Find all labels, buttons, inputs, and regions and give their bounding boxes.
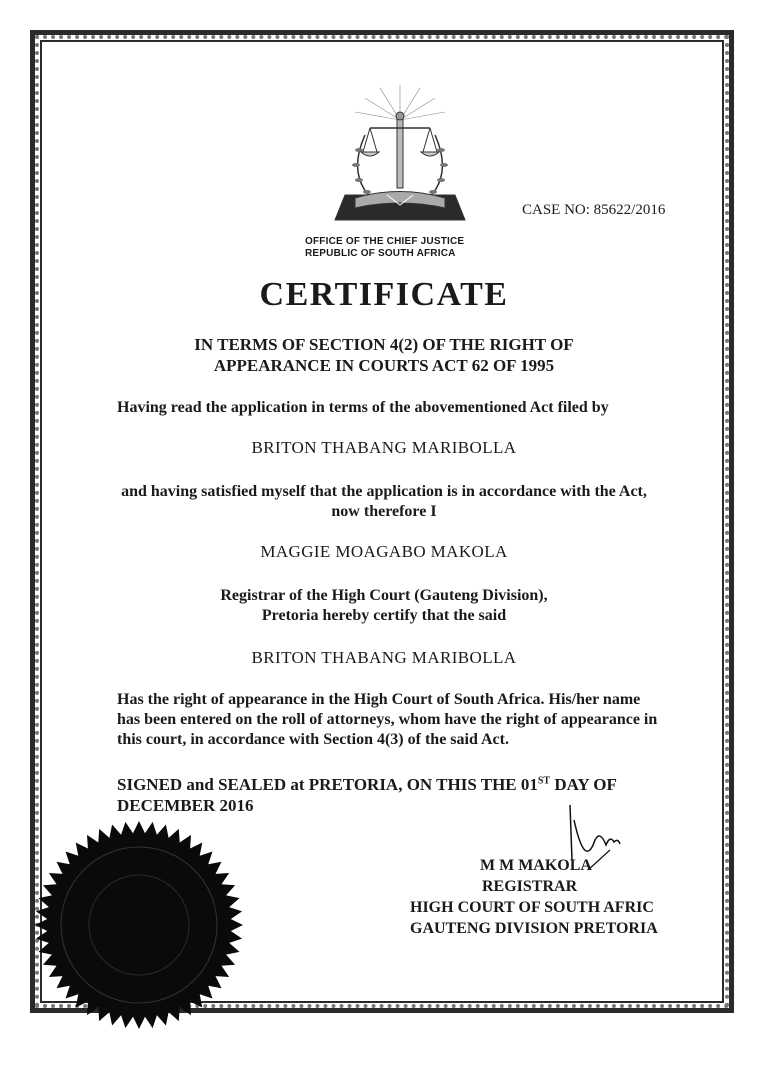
subtitle-line-1: IN TERMS OF SECTION 4(2) OF THE RIGHT OF	[194, 335, 574, 354]
certificate-subtitle	[0, 334, 768, 376]
para-satisfied	[0, 482, 768, 522]
signed-line-2: DECEMBER 2016	[117, 796, 254, 815]
signed-line-1	[117, 774, 737, 795]
signatory-title: REGISTRAR	[482, 878, 578, 895]
signatory-name: M M MAKOLA	[480, 857, 592, 874]
case-number: CASE NO: 85622/2016	[522, 202, 666, 218]
registrar-title-line-2: Pretoria hereby certify that the said	[261, 607, 507, 624]
registrar-title-line-1: Registrar of the High Court (Gauteng Division),	[220, 587, 548, 604]
subtitle-line-2: APPEARANCE IN COURTS ACT 62 OF 1995	[213, 356, 555, 375]
registrar-name: MAGGIE MOAGABO MAKOLA	[260, 542, 508, 561]
office-line-2: REPUBLIC OF SOUTH AFRICA	[305, 248, 456, 259]
signed-suffix: DAY OF	[550, 775, 617, 794]
office-line-1: OFFICE OF THE CHIEF JUSTICE	[305, 236, 465, 247]
coat-of-arms-icon	[325, 80, 475, 230]
signatory-court: HIGH COURT OF SOUTH AFRIC	[410, 899, 654, 916]
right-line-1: Has the right of appearance in the High Court of South Africa. His/her name	[117, 691, 641, 708]
para-satisfied-line-1: and having satisfied myself that the application is in accordance with the Act,	[121, 483, 647, 500]
signatory-division: GAUTENG DIVISION PRETORIA	[410, 920, 658, 937]
signed-sealed	[117, 774, 737, 816]
para-having-read: Having read the application in terms of the abovementioned Act filed by	[117, 399, 609, 416]
right-line-2: has been entered on the roll of attorneys, whom have the right of appearance in	[117, 711, 658, 728]
applicant-name: BRITON THABANG MARIBOLLA	[251, 438, 517, 457]
applicant-name-repeat: BRITON THABANG MARIBOLLA	[251, 648, 517, 667]
signed-prefix: SIGNED and SEALED at PRETORIA, ON THIS THE 01	[117, 775, 538, 794]
office-heading	[305, 236, 464, 260]
para-satisfied-line-2: now therefore I	[331, 503, 437, 520]
right-line-3: this court, in accordance with Section 4(3) of the said Act.	[117, 731, 509, 748]
para-right-of-appearance	[117, 690, 737, 750]
certificate-title: CERTIFICATE	[259, 276, 509, 313]
signature-block	[410, 855, 710, 939]
registrar-title	[0, 586, 768, 626]
court-seal-icon	[34, 820, 244, 1030]
signed-sup: ST	[537, 775, 551, 787]
